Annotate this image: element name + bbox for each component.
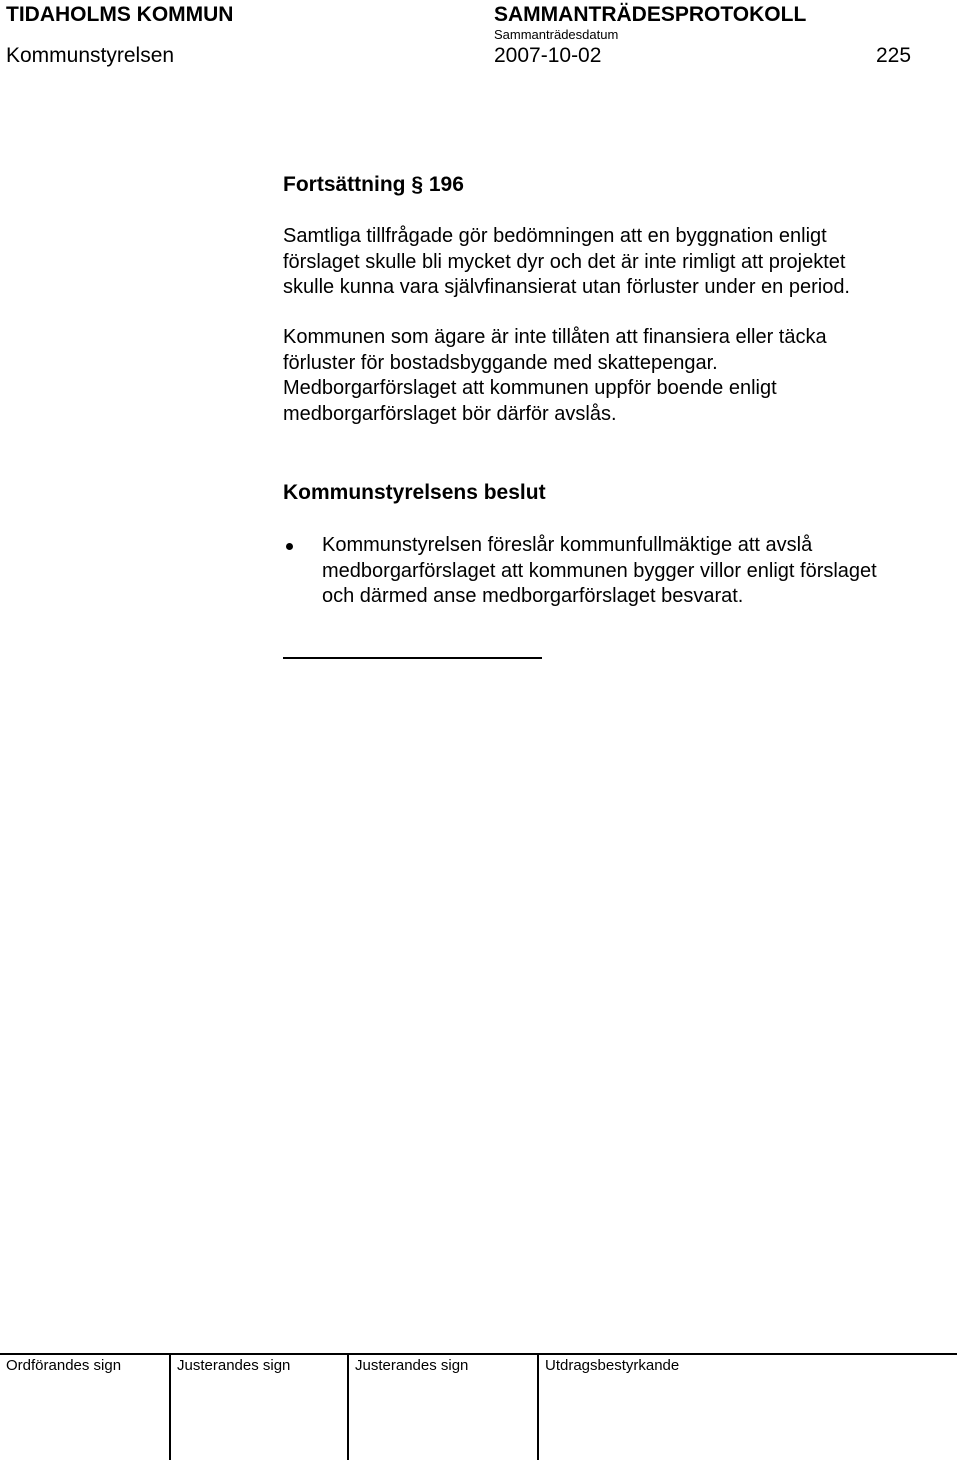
page-number: 225 (876, 44, 912, 67)
bullet-line: Kommunstyrelsen föreslår kommunfullmäktige att avslå (322, 534, 813, 556)
meeting-date: 2007-10-02 (494, 44, 602, 67)
paragraph-2 (283, 325, 827, 427)
sign-field-chair: Ordförandes sign (6, 1357, 122, 1374)
paragraph-line: Samtliga tillfrågade gör bedömningen att en byggnation enligt (283, 225, 827, 247)
footer-column-divider (169, 1355, 171, 1460)
decision-bullet-text (322, 533, 877, 610)
body-name: Kommunstyrelsen (6, 44, 175, 67)
bullet-line: och därmed anse medborgarförslaget besvarat. (322, 585, 744, 607)
section-heading: Fortsättning § 196 (283, 173, 464, 196)
sign-field-adjuster-1: Justerandes sign (177, 1357, 291, 1374)
sign-field-extract-certification: Utdragsbestyrkande (545, 1357, 680, 1374)
sign-field-adjuster-2: Justerandes sign (355, 1357, 469, 1374)
paragraph-line: förslaget skulle bli mycket dyr och det är inte rimligt att projektet (283, 250, 846, 273)
paragraph-line: skulle kunna vara självfinansierat utan förluster under en period. (283, 276, 850, 298)
paragraph-line: Kommunen som ägare är inte tillåten att finansiera eller täcka (283, 326, 827, 348)
bullet-line: medborgarförslaget att kommunen bygger villor enligt förslaget (322, 559, 877, 582)
document-type: SAMMANTRÄDESPROTOKOLL (494, 3, 807, 26)
paragraph-line: förluster för bostadsbyggande med skattepengar. (283, 351, 718, 374)
paragraph-line: Medborgarförslaget att kommunen uppför boende enligt (283, 377, 777, 399)
paragraph-1 (283, 224, 850, 301)
date-label: Sammanträdesdatum (494, 27, 619, 42)
bullet-icon (286, 543, 293, 550)
footer-top-border (0, 1353, 957, 1355)
end-separator (283, 657, 542, 659)
paragraph-line: medborgarförslaget bör därför avslås. (283, 402, 617, 425)
footer-column-divider (347, 1355, 349, 1460)
municipality-name: TIDAHOLMS KOMMUN (6, 3, 234, 26)
decision-heading: Kommunstyrelsens beslut (283, 481, 546, 504)
footer-column-divider (537, 1355, 539, 1460)
